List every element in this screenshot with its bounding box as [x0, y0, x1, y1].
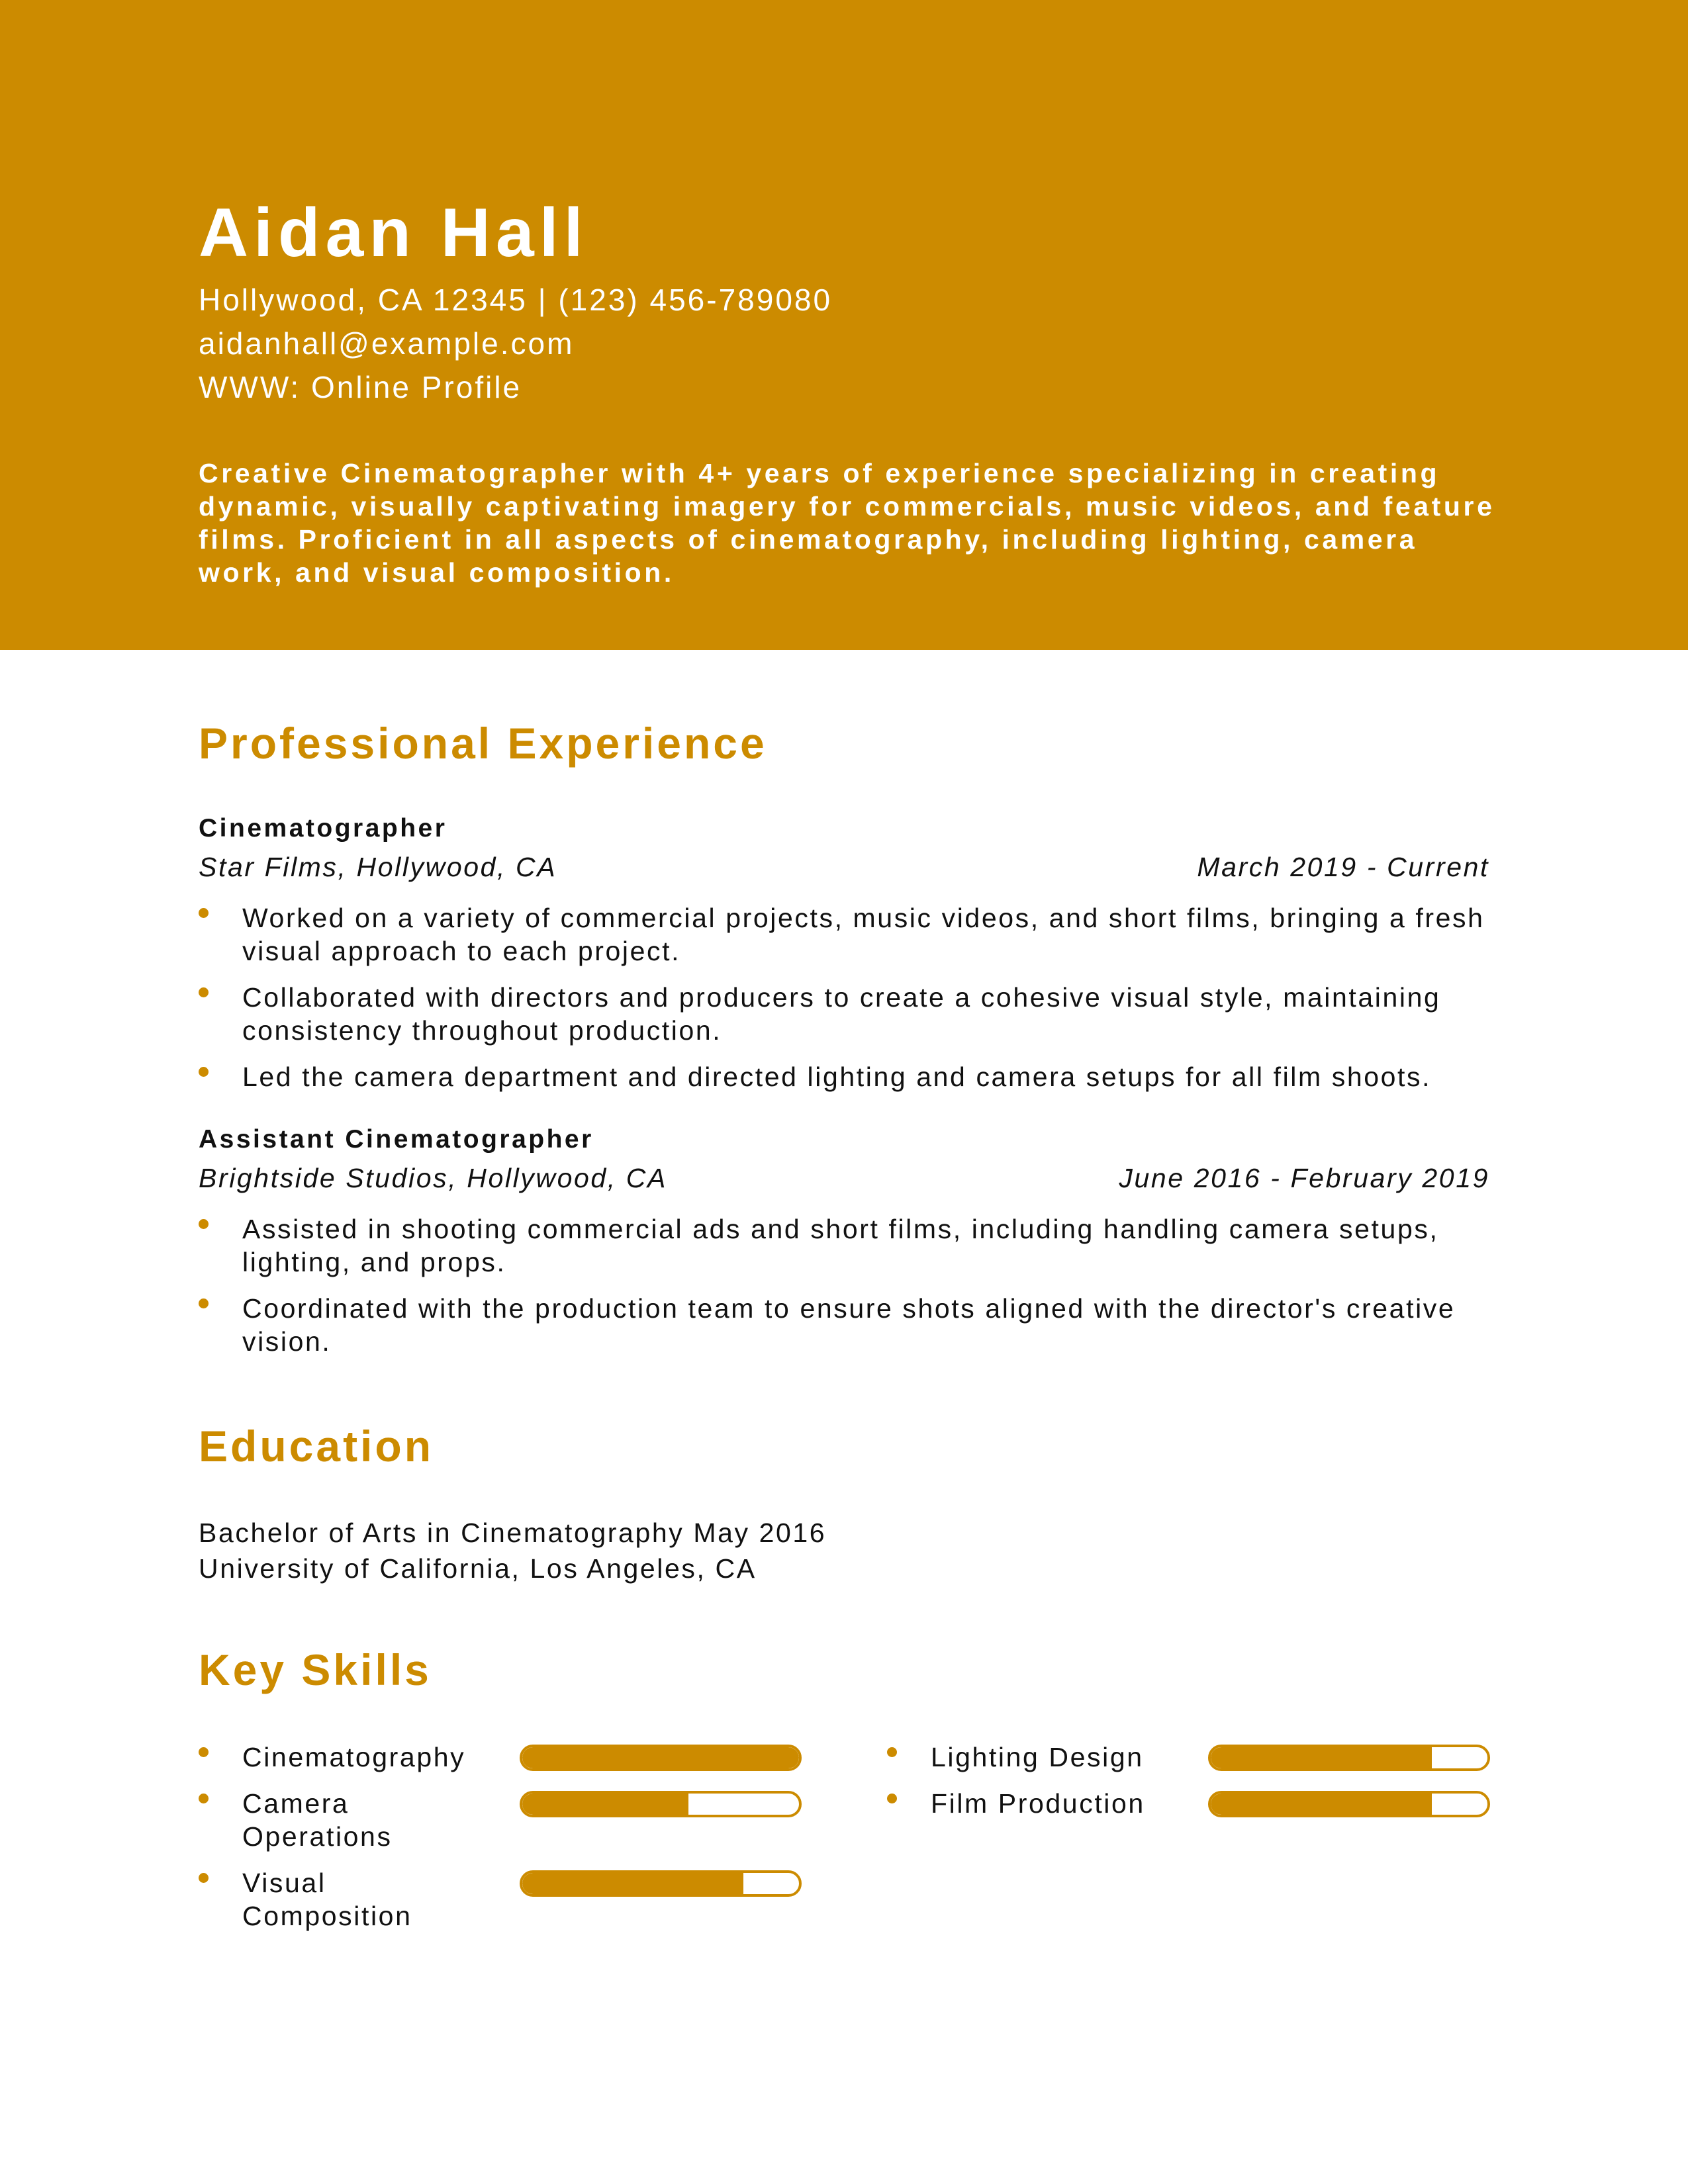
bullet-dot-icon [887, 1747, 897, 1757]
job-title: Assistant Cinematographer [199, 1125, 594, 1154]
education-school: University of California, Los Angeles, CA [199, 1553, 757, 1584]
skill-level-fill [522, 1747, 799, 1768]
candidate-name: Aidan Hall [199, 195, 588, 271]
bullet-dot-icon [199, 1873, 209, 1883]
skill-label: Camera Operations [242, 1788, 393, 1852]
bullet-dot-icon [199, 987, 209, 997]
education-heading: Education [199, 1422, 434, 1471]
skills-heading: Key Skills [199, 1645, 432, 1694]
experience-heading: Professional Experience [199, 719, 767, 768]
skill-level-fill [1211, 1794, 1432, 1815]
header-banner [0, 0, 1688, 650]
skill-level-fill [522, 1794, 688, 1815]
bullet-dot-icon [199, 1219, 209, 1229]
job-company: Brightside Studios, Hollywood, CA [199, 1163, 667, 1193]
bullet-dot-icon [199, 1067, 209, 1077]
summary-text: Creative Cinematographer with 4+ years of experience specializing in creating dynamic, visually captivating imagery for commercials, music videos, and feature films. Proficient in all aspects of cinematography, including lighting, camera work, and visual composition. [199, 458, 1495, 588]
bullet-dot-icon [199, 908, 209, 918]
bullet-dot-icon [199, 1747, 209, 1757]
bullet-dot-icon [199, 1298, 209, 1308]
skill-level-bar [520, 1791, 802, 1817]
job-company: Star Films, Hollywood, CA [199, 852, 557, 882]
skill-level-bar [1208, 1745, 1490, 1771]
job-dates: March 2019 - Current [1197, 852, 1489, 882]
website-link[interactable]: WWW: Online Profile [199, 370, 522, 404]
job-title: Cinematographer [199, 814, 447, 842]
skill-level-fill [522, 1873, 743, 1894]
address-phone: Hollywood, CA 12345 | (123) 456-789080 [199, 283, 833, 317]
skill-label: Lighting Design [931, 1742, 1144, 1772]
skill-label: Visual Composition [242, 1868, 412, 1931]
job-dates: June 2016 - February 2019 [1119, 1163, 1489, 1193]
bullet-text: Assisted in shooting commercial ads and short films, including handling camera setups, lighting, and props. [242, 1214, 1439, 1277]
bullet-text: Worked on a variety of commercial projects, music videos, and short films, bringing a fresh visual approach to each project. [242, 903, 1485, 966]
education-degree: Bachelor of Arts in Cinematography May 2016 [199, 1518, 827, 1548]
bullet-text: Collaborated with directors and producers to create a cohesive visual style, maintaining consistency throughout production. [242, 982, 1441, 1046]
email-link[interactable]: aidanhall@example.com [199, 326, 575, 361]
skill-level-bar [520, 1870, 802, 1897]
skill-level-bar [520, 1745, 802, 1771]
bullet-dot-icon [199, 1794, 209, 1803]
skill-label: Cinematography [242, 1742, 466, 1772]
bullet-dot-icon [887, 1794, 897, 1803]
skill-level-fill [1211, 1747, 1432, 1768]
skill-label: Film Production [931, 1788, 1145, 1819]
skill-level-bar [1208, 1791, 1490, 1817]
bullet-text: Led the camera department and directed lighting and camera setups for all film shoots. [242, 1062, 1432, 1092]
bullet-text: Coordinated with the production team to ensure shots aligned with the director's creative vision. [242, 1293, 1456, 1357]
